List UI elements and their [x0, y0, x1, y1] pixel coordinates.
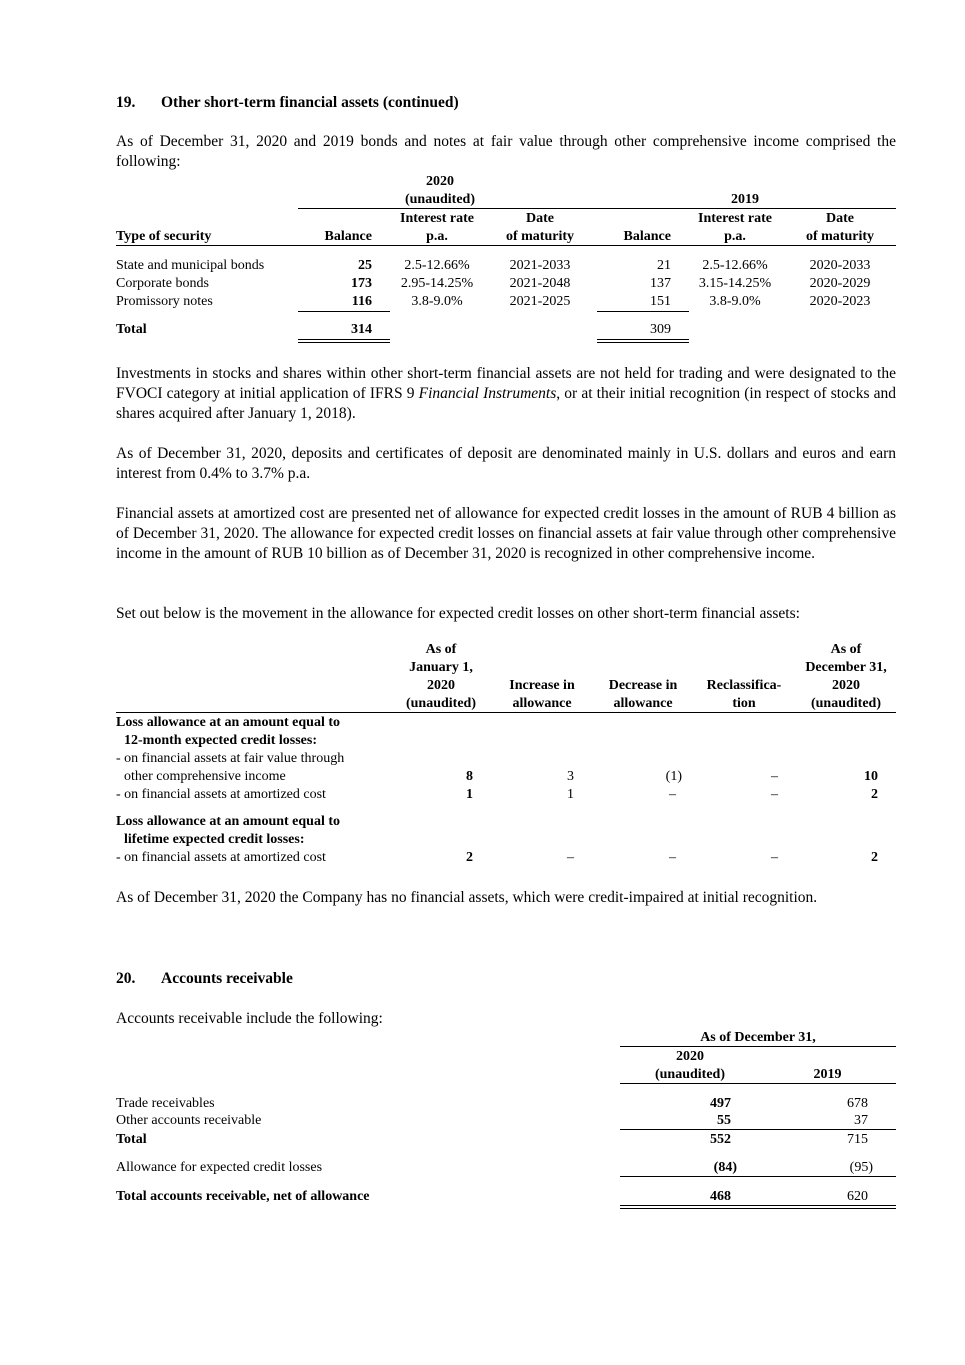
bonds-row-rate20: 3.8-9.0% [411, 294, 463, 309]
ar-net-2019: 620 [847, 1189, 868, 1204]
bonds-subtotal-rule-2020 [298, 311, 390, 312]
bonds-rate20-h2: p.a. [426, 229, 448, 244]
mv-h-close-1: As of [830, 642, 862, 657]
section-20-intro: Accounts receivable include the following: [116, 1010, 383, 1027]
bonds-row-rate19: 3.15-14.25% [698, 276, 772, 291]
bonds-date19-h2: of maturity [805, 229, 875, 244]
ar-allowance-2020: (84) [713, 1160, 737, 1175]
mv-g1-r2-recl: – [771, 787, 778, 802]
ar-year-2019: 2019 [813, 1067, 842, 1082]
mv-h-open-3: 2020 [427, 678, 455, 693]
mv-g2-r1-label: - on financial assets at amortized cost [116, 850, 326, 865]
mv-g1-r2-dec: – [669, 787, 676, 802]
para-movement: Set out below is the movement in the allowance for expected credit losses on other short-term financial assets: [116, 605, 800, 622]
mv-g1-r2-open: 1 [466, 787, 473, 802]
mv-g2-r1-dec: – [669, 850, 676, 865]
section-20-heading: Accounts receivable [161, 970, 293, 987]
ar-total-2019: 715 [847, 1132, 868, 1147]
ar-row-2020: 497 [710, 1096, 731, 1111]
bonds-total-label: Total [116, 322, 147, 337]
bonds-row-bal19: 137 [650, 276, 671, 291]
bonds-row-label: State and municipal bonds [116, 258, 265, 273]
para-amortized: Financial assets at amortized cost are presented net of allowance for expected credit losses in the amount of RUB 4 billion as of December 31, 2020. The allowance for expected credit losses on financial assets at fair value through other comprehensive income in the amount of RUB 10 billion as of December 31, 2020 is recognized in other comprehensive income. [116, 505, 896, 562]
para-stocks-italic: Financial Instruments [418, 385, 557, 402]
mv-g1-title-2: 12-month expected credit losses: [124, 733, 317, 748]
mv-g2-r1-close: 2 [871, 850, 878, 865]
bonds-row-bal19: 151 [650, 294, 671, 309]
mv-h-dec-1: Decrease in [608, 678, 678, 693]
bonds-row-date20: 2021-2025 [509, 294, 571, 309]
bonds-row-bal20: 173 [351, 276, 372, 291]
bonds-year-2019: 2019 [731, 192, 759, 207]
bonds-header-rule-bottom [116, 245, 896, 246]
bonds-rate20-h1: Interest rate [400, 211, 474, 226]
bonds-row-label: Promissory notes [116, 294, 213, 309]
bonds-row-rate20: 2.95-14.25% [400, 276, 474, 291]
bonds-subtotal-rule-2019 [597, 311, 689, 312]
ar-unaudited: (unaudited) [654, 1067, 726, 1082]
ar-allowance-label: Allowance for expected credit losses [116, 1160, 323, 1175]
bonds-row-rate19: 2.5-12.66% [702, 258, 768, 273]
para-stocks-part1: Investments in stocks and shares within other short-term financial assets are not held for trading and were designated to the FVOCI category at initial application of IFRS 9 [116, 365, 896, 402]
mv-g1-r1-dec: (1) [665, 769, 682, 784]
bonds-row-date19: 2020-2023 [809, 294, 871, 309]
mv-g1-r2-inc: 1 [567, 787, 574, 802]
mv-g1-r1-open: 8 [466, 769, 473, 784]
mv-h-open-4: (unaudited) [405, 696, 477, 711]
mv-g2-title-1: Loss allowance at an amount equal to [116, 814, 341, 829]
bonds-row-rate20: 2.5-12.66% [404, 258, 470, 273]
mv-h-open-1: As of [425, 642, 457, 657]
ar-row-2019: 678 [847, 1096, 868, 1111]
ar-total-2020: 552 [710, 1132, 731, 1147]
bonds-row-date19: 2020-2033 [809, 258, 871, 273]
ar-allowance-rule [620, 1176, 896, 1177]
bonds-total-2019: 309 [650, 322, 671, 337]
bonds-row-bal20: 25 [358, 258, 372, 273]
para-stocks-part2: , or at their initial recognition (in respect of stocks and shares acquired after January 1, 2018). [116, 385, 896, 422]
section-19-heading: Other short-term financial assets (continued) [161, 94, 459, 111]
mv-h-close-2: December 31, [805, 660, 887, 675]
mv-g2-r1-recl: – [771, 850, 778, 865]
section-19-number: 19. [116, 94, 136, 111]
ar-year-2020: 2020 [676, 1049, 704, 1064]
mv-h-close-4: (unaudited) [810, 696, 882, 711]
mv-g1-r1-close: 10 [864, 769, 878, 784]
ar-row-2020: 55 [717, 1113, 731, 1128]
bonds-col-balance-2020: Balance [324, 229, 372, 244]
ar-subtotal-rule [620, 1129, 896, 1130]
para-credit-impaired: As of December 31, 2020 the Company has no financial assets, which were credit-impaired at initial recognition. [116, 889, 818, 906]
bonds-year-2020: 2020 [426, 174, 454, 189]
mv-h-inc-2: allowance [512, 696, 572, 711]
mv-g1-title-1: Loss allowance at an amount equal to [116, 715, 341, 730]
bonds-date20-h2: of maturity [505, 229, 575, 244]
mv-g1-r1-label-2: other comprehensive income [124, 769, 286, 784]
bonds-total-double-rule-2019 [597, 339, 689, 343]
mv-g2-r1-inc: – [567, 850, 574, 865]
bonds-col-balance-2019: Balance [623, 229, 671, 244]
ar-row-label: Other accounts receivable [116, 1113, 262, 1128]
ar-row-2019: 37 [854, 1113, 868, 1128]
para-stocks [116, 364, 896, 424]
mv-h-inc-1: Increase in [509, 678, 575, 693]
mv-h-recl-1: Reclassifica- [706, 678, 782, 693]
bonds-row-date20: 2021-2048 [509, 276, 571, 291]
ar-allowance-2019: (95) [849, 1160, 873, 1175]
bonds-unaudited: (unaudited) [404, 192, 476, 207]
ar-header-rule-bottom [620, 1083, 896, 1084]
ar-net-2020: 468 [710, 1189, 731, 1204]
ar-header-rule-top [620, 1046, 896, 1047]
bonds-date20-h1: Date [526, 211, 554, 226]
mv-h-dec-2: allowance [613, 696, 673, 711]
mv-g1-r1-recl: – [771, 769, 778, 784]
ar-net-double-rule [620, 1205, 896, 1209]
mv-g1-r1-inc: 3 [567, 769, 574, 784]
bonds-row-date19: 2020-2029 [809, 276, 871, 291]
bonds-col-type: Type of security [116, 229, 212, 244]
section-19-intro: As of December 31, 2020 and 2019 bonds and notes at fair value through other comprehensive income comprised the following: [116, 133, 896, 170]
ar-as-of: As of December 31, [700, 1030, 816, 1045]
mv-g1-r1-label-1: - on financial assets at fair value through [116, 751, 345, 766]
section-20-number: 20. [116, 970, 136, 987]
mv-h-recl-2: tion [732, 696, 756, 711]
bonds-total-2020: 314 [351, 322, 372, 337]
mv-g2-r1-open: 2 [466, 850, 473, 865]
bonds-row-bal19: 21 [657, 258, 671, 273]
ar-total-label: Total [116, 1132, 147, 1147]
mv-g1-r2-close: 2 [871, 787, 878, 802]
bonds-row-rate19: 3.8-9.0% [709, 294, 761, 309]
para-deposits: As of December 31, 2020, deposits and certificates of deposit are denominated mainly in U.S. dollars and euros and earn interest from 0.4% to 3.7% p.a. [116, 445, 896, 482]
bonds-row-bal20: 116 [351, 294, 372, 309]
bonds-row-date20: 2021-2033 [509, 258, 571, 273]
mv-h-open-2: January 1, [409, 660, 473, 675]
mv-g2-title-2: lifetime expected credit losses: [124, 832, 305, 847]
mv-header-rule [116, 712, 896, 713]
mv-h-close-3: 2020 [832, 678, 860, 693]
ar-net-label: Total accounts receivable, net of allowance [116, 1189, 370, 1204]
bonds-date19-h1: Date [826, 211, 854, 226]
ar-row-label: Trade receivables [116, 1096, 215, 1111]
bonds-rate19-h1: Interest rate [698, 211, 772, 226]
bonds-header-rule-top [298, 208, 896, 209]
bonds-row-label: Corporate bonds [116, 276, 209, 291]
mv-g1-r2-label: - on financial assets at amortized cost [116, 787, 326, 802]
bonds-rate19-h2: p.a. [724, 229, 746, 244]
bonds-total-double-rule-2020 [298, 339, 390, 343]
